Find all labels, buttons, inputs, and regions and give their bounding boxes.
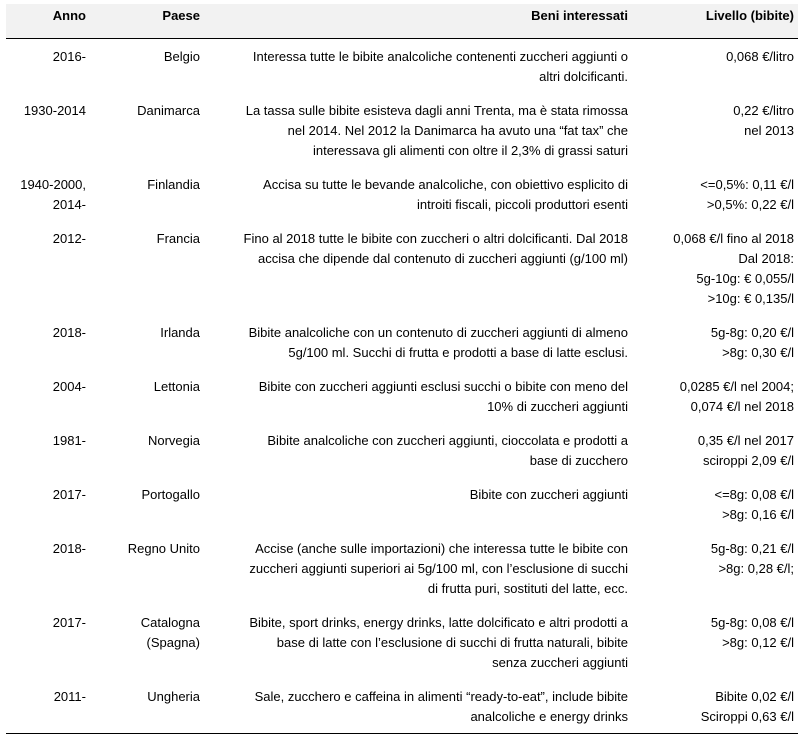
cell-country: Ungheria [147, 689, 200, 704]
table-row [6, 93, 798, 167]
cell-level: Bibite 0,02 €/l Sciroppi 0,63 €/l [700, 689, 794, 724]
cell-goods: Bibite, sport drinks, energy drinks, latte dolcificato e altri prodotti a base di latte con l’esclusione di succhi di frutta naturali, bibite senza zuccheri aggiunti [249, 615, 628, 670]
table-row [6, 221, 798, 315]
cell-year: 1940-2000, 2014- [20, 177, 86, 212]
cell-year: 2017- [52, 487, 86, 502]
cell-goods: Sale, zucchero e caffeina in alimenti “ready-to-eat”, include bibite analcoliche e energy drinks [254, 689, 628, 724]
cell-goods: Bibite analcoliche con zuccheri aggiunti, cioccolata e prodotti a base di zucchero [267, 433, 628, 468]
cell-year: 1930-2014 [23, 103, 86, 118]
table-header [6, 4, 798, 39]
table-row [6, 39, 798, 94]
cell-level: 5g-8g: 0,08 €/l >8g: 0,12 €/l [710, 615, 794, 650]
header-country: Paese [90, 4, 204, 39]
cell-level: 0,0285 €/l nel 2004; 0,074 €/l nel 2018 [679, 379, 794, 414]
cell-level: 0,068 €/litro [726, 49, 794, 64]
table-row [6, 477, 798, 531]
cell-level: 0,35 €/l nel 2017 sciroppi 2,09 €/l [697, 433, 794, 468]
table-row [6, 369, 798, 423]
table-row [6, 315, 798, 369]
header-row [6, 4, 798, 39]
cell-goods: La tassa sulle bibite esisteva dagli anni Trenta, ma è stata rimossa nel 2014. Nel 2012 la Danimarca ha avuto una “fat tax” che interessava gli alimenti con oltre il 2,3% di grassi saturi [245, 103, 628, 158]
cell-country: Catalogna (Spagna) [140, 615, 200, 650]
cell-country: Irlanda [160, 325, 200, 340]
cell-year: 2011- [53, 689, 86, 704]
cell-country: Norvegia [147, 433, 200, 448]
cell-level: 0,22 €/litro nel 2013 [733, 103, 794, 138]
cell-year: 2016- [52, 49, 86, 64]
table-body [6, 39, 798, 734]
header-level: Livello (bibite) [632, 4, 798, 39]
cell-country: Danimarca [137, 103, 200, 118]
table-row [6, 605, 798, 679]
cell-country: Portogallo [141, 487, 200, 502]
cell-level: <=8g: 0,08 €/l >8g: 0,16 €/l [714, 487, 794, 522]
header-goods: Beni interessati [204, 4, 632, 39]
table-row [6, 679, 798, 734]
cell-level: <=0,5%: 0,11 €/l >0,5%: 0,22 €/l [700, 177, 794, 212]
cell-level: 5g-8g: 0,21 €/l >8g: 0,28 €/l; [710, 541, 794, 576]
cell-goods: Bibite analcoliche con un contenuto di zuccheri aggiunti di almeno 5g/100 ml. Succhi di frutta e prodotti a base di latte esclusi. [248, 325, 628, 360]
cell-country: Lettonia [153, 379, 200, 394]
table-row [6, 531, 798, 605]
table-row [6, 423, 798, 477]
cell-country: Francia [156, 231, 200, 246]
cell-year: 1981- [52, 433, 86, 448]
cell-year: 2017- [52, 615, 86, 630]
cell-goods: Fino al 2018 tutte le bibite con zuccheri o altri dolcificanti. Dal 2018 accisa che dipende dal contenuto di zuccheri aggiunti (g/100 ml) [243, 231, 628, 266]
table-row [6, 167, 798, 221]
cell-year: 2012- [52, 231, 86, 246]
header-year: Anno [6, 4, 90, 39]
cell-goods: Accisa su tutte le bevande analcoliche, con obiettivo esplicito di introiti fiscali, piccoli produttori esenti [263, 177, 628, 212]
cell-goods: Accise (anche sulle importazioni) che interessa tutte le bibite con zuccheri aggiunti superiori ai 5g/100 ml, con l’esclusione di succhi di frutta puri, sostituti del latte, ecc. [249, 541, 628, 596]
cell-country: Finlandia [147, 177, 200, 192]
cell-goods: Bibite con zuccheri aggiunti esclusi succhi o bibite con meno del 10% di zuccheri aggiunti [258, 379, 628, 414]
cell-level: 5g-8g: 0,20 €/l >8g: 0,30 €/l [710, 325, 794, 360]
sugar-tax-table [6, 4, 798, 734]
cell-goods: Interessa tutte le bibite analcoliche contenenti zuccheri aggiunti o altri dolcificanti. [252, 49, 628, 84]
cell-year: 2004- [52, 379, 86, 394]
cell-goods: Bibite con zuccheri aggiunti [469, 487, 628, 502]
cell-level: 0,068 €/l fino al 2018 Dal 2018: 5g-10g: € 0,055/l >10g: € 0,135/l [673, 231, 794, 306]
cell-country: Belgio [163, 49, 200, 64]
cell-year: 2018- [52, 325, 86, 340]
cell-year: 2018- [52, 541, 86, 556]
cell-country: Regno Unito [127, 541, 200, 556]
